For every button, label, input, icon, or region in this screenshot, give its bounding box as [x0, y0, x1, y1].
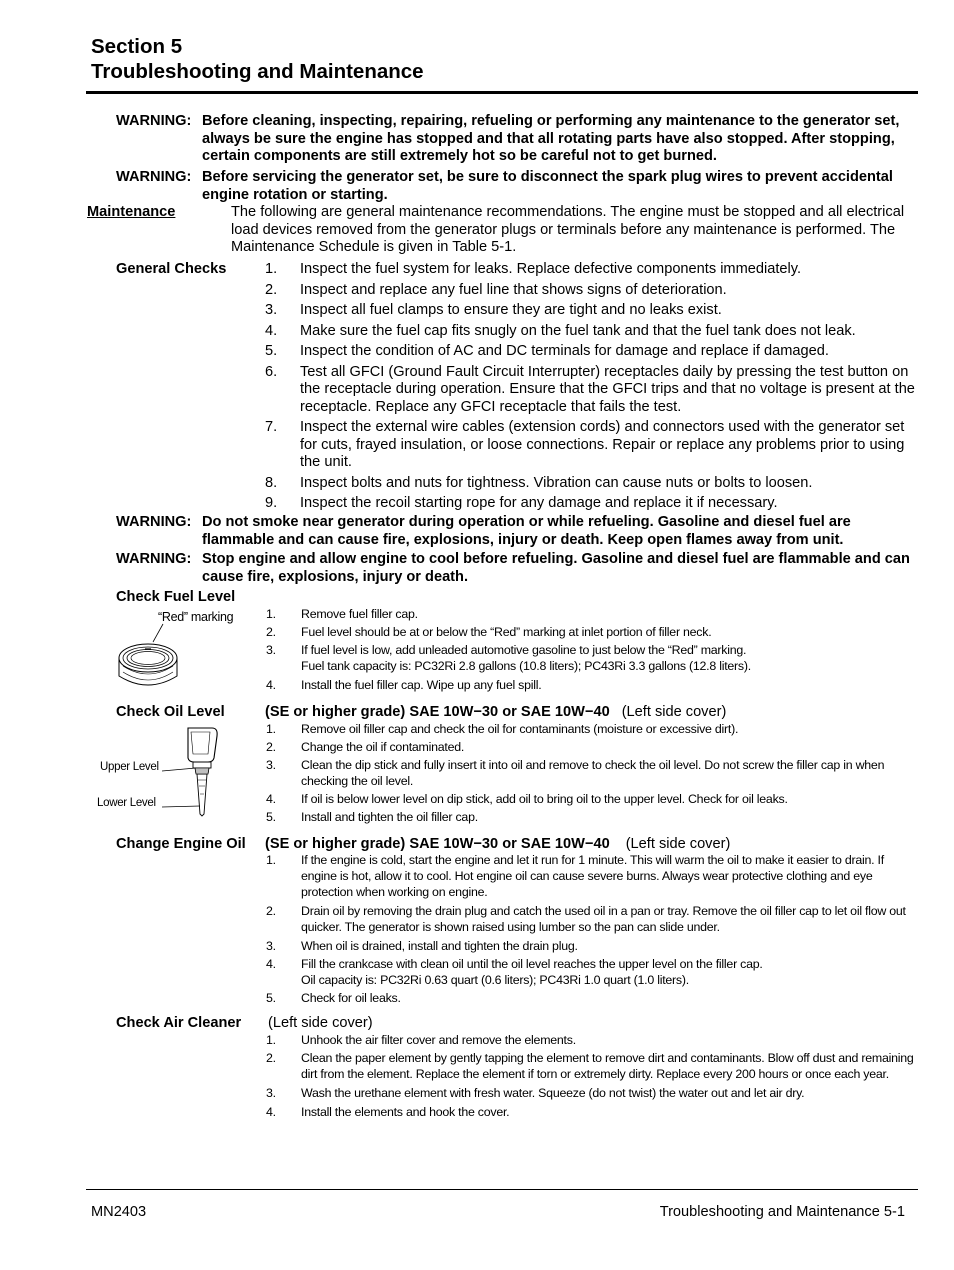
list-item	[266, 1032, 921, 1048]
item-text: Remove oil filler cap and check the oil for contaminants (moisture or excessive dirt).	[301, 722, 739, 736]
footer-divider	[86, 1189, 918, 1190]
item-text: If fuel level is low, add unleaded automotive gasoline to just below the “Red” marking.	[301, 643, 747, 657]
footer-page-number: Troubleshooting and Maintenance 5-1	[659, 1204, 905, 1220]
list-item	[266, 956, 921, 988]
item-number: 1.	[266, 607, 276, 621]
warning-stop-engine	[116, 113, 922, 166]
item-text: Test all GFCI (Ground Fault Circuit Interrupter) receptacles daily by pressing the test button on the receptacle during operation. Ensure that the GFCI trips and that no voltage is present at the receptacle. Replace any GFCI receptacle that fails the test.	[300, 363, 915, 415]
oil-level-steps-list	[266, 721, 921, 825]
item-text: Install and tighten the oil filler cap.	[301, 810, 478, 824]
list-item	[265, 475, 925, 493]
list-item	[266, 606, 921, 622]
air-cleaner-heading: Check Air Cleaner	[116, 1015, 242, 1031]
change-oil-grade-line	[265, 836, 730, 854]
list-item	[265, 302, 925, 320]
item-text: Fuel level should be at or below the “Red” marking at inlet portion of filler neck.	[301, 625, 712, 639]
oil-grade: (SE or higher grade) SAE 10W−30 or SAE 10W−40	[265, 704, 610, 720]
item-text: Drain oil by removing the drain plug and catch the used oil in a pan or tray. Remove the oil filler cap to let oil flow out quicker. The generator is shown raised using lumber so the pan can slide under.	[301, 904, 906, 934]
item-number: 4.	[266, 792, 276, 806]
item-text: Install the fuel filler cap. Wipe up any fuel spill.	[301, 678, 542, 692]
list-item	[265, 282, 925, 300]
oil-capacity-text: Oil capacity is: PC32Ri 0.63 quart (0.6 liters); PC43Ri 1.0 quart (1.0 liters).	[301, 973, 689, 987]
air-cleaner-steps-list	[266, 1032, 921, 1120]
warning-cool-engine	[116, 551, 922, 586]
warning-label: WARNING:	[116, 514, 192, 530]
item-number: 5.	[266, 810, 276, 824]
item-number: 4.	[266, 1105, 276, 1119]
air-cleaner-side-cover: (Left side cover)	[268, 1015, 373, 1031]
item-number: 3.	[265, 302, 278, 318]
item-text: Inspect all fuel clamps to ensure they are tight and no leaks exist.	[300, 302, 722, 318]
footer-document-number: MN2403	[91, 1204, 147, 1220]
fuel-steps-list	[266, 606, 921, 693]
dipstick-illustration	[160, 724, 224, 820]
list-item	[266, 677, 921, 693]
item-number: 1.	[265, 261, 278, 277]
item-text: Inspect the recoil starting rope for any damage and replace it if necessary.	[300, 495, 778, 511]
item-number: 1.	[266, 722, 276, 736]
list-item	[265, 495, 925, 513]
warning-text: Stop engine and allow engine to cool before refueling. Gasoline and diesel fuel are flammable and can cause fire, explosions, injury or death.	[202, 551, 910, 585]
oil-grade-line	[265, 704, 726, 722]
section-title: Troubleshooting and Maintenance	[91, 60, 424, 83]
item-number: 4.	[266, 957, 276, 971]
list-item	[265, 343, 925, 361]
list-item	[266, 791, 921, 807]
list-item	[266, 990, 921, 1006]
list-item	[266, 721, 921, 737]
warning-text: Before servicing the generator set, be sure to disconnect the spark plug wires to prevent accidental engine rotation or starting.	[202, 169, 893, 203]
item-text: Make sure the fuel cap fits snugly on the fuel tank and that the fuel tank does not leak.	[300, 322, 856, 339]
warning-label: WARNING:	[116, 113, 192, 129]
maintenance-heading: Maintenance	[87, 204, 176, 220]
list-item	[266, 757, 921, 789]
list-item	[265, 261, 925, 279]
general-checks-list	[265, 261, 925, 513]
item-number: 5.	[266, 991, 276, 1005]
item-number: 1.	[266, 1033, 276, 1047]
item-number: 3.	[266, 1086, 276, 1100]
item-text: Change the oil if contaminated.	[301, 740, 465, 754]
item-text: Inspect the condition of AC and DC terminals for damage and replace if damaged.	[300, 343, 829, 359]
warning-text: Before cleaning, inspecting, repairing, refueling or performing any maintenance to the generator set, always be sure the engine has stopped and that all rotating parts have also stopped. After stopping, certain components are still extremely hot so be careful not to get burned.	[202, 113, 900, 164]
warning-no-smoking	[116, 514, 922, 549]
change-oil-side-cover: (Left side cover)	[625, 836, 731, 852]
list-item	[265, 323, 925, 341]
item-number: 7.	[265, 419, 278, 435]
list-item	[266, 809, 921, 825]
warning-spark-plug	[116, 169, 922, 204]
item-number: 9.	[265, 495, 278, 511]
title-divider	[86, 91, 918, 94]
item-text: Remove fuel filler cap.	[301, 607, 418, 621]
list-item	[265, 364, 925, 417]
warning-label: WARNING:	[116, 551, 192, 567]
red-marking-label: “Red” marking	[158, 610, 234, 624]
fuel-filler-neck-illustration	[117, 612, 189, 694]
change-oil-heading: Change Engine Oil	[116, 836, 246, 852]
item-text: Install the elements and hook the cover.	[301, 1105, 510, 1119]
item-number: 2.	[266, 904, 276, 918]
list-item	[266, 938, 921, 954]
list-item	[265, 419, 925, 472]
warning-label: WARNING:	[116, 169, 192, 185]
item-text: Fill the crankcase with clean oil until the oil level reaches the upper level on the filler cap.	[301, 957, 763, 971]
item-text: If oil is below lower level on dip stick, add oil to bring oil to the upper level. Check for oil leaks.	[301, 792, 788, 806]
maintenance-intro: The following are general maintenance recommendations. The engine must be stopped and all electrical load devices removed from the generator plugs or terminals before any maintenance is performed. The Maintenance Schedule is given in Table 5-1.	[231, 204, 905, 255]
fuel-heading: Check Fuel Level	[116, 589, 236, 605]
item-number: 4.	[266, 678, 276, 692]
item-number: 6.	[265, 363, 278, 380]
item-number: 1.	[266, 853, 276, 867]
list-item	[266, 1085, 921, 1101]
item-text: Check for oil leaks.	[301, 991, 401, 1005]
item-number: 2.	[266, 740, 276, 754]
item-text: Wash the urethane element with fresh water. Squeeze (do not twist) the water out and let air dry.	[301, 1086, 805, 1100]
item-text: Clean the dip stick and fully insert it into oil and remove to check the oil level. Do not screw the filler cap in when checking the oil level.	[301, 758, 885, 788]
item-number: 2.	[265, 281, 278, 298]
item-number: 2.	[266, 625, 276, 639]
list-item	[266, 852, 921, 900]
item-number: 3.	[266, 758, 276, 772]
item-text: Inspect bolts and nuts for tightness. Vibration can cause nuts or bolts to loosen.	[300, 474, 813, 491]
list-item	[266, 642, 921, 674]
item-number: 8.	[265, 474, 278, 491]
fuel-capacity-text: Fuel tank capacity is: PC32Ri 2.8 gallons (10.8 liters); PC43Ri 3.3 gallons (12.8 liters).	[301, 659, 751, 673]
item-text: When oil is drained, install and tighten the drain plug.	[301, 939, 578, 953]
section-number: Section 5	[91, 35, 183, 58]
oil-side-cover: (Left side cover)	[621, 704, 727, 720]
item-text: If the engine is cold, start the engine and let it run for 1 minute. This will warm the oil to make it easier to drain. If engine is hot, allow it to cool. Hot engine oil can cause severe burns. Always wear protective clothing and eye protection when working on engine.	[301, 853, 884, 899]
page-title	[91, 34, 424, 84]
list-item	[266, 624, 921, 640]
item-number: 3.	[266, 643, 276, 657]
change-oil-steps-list	[266, 852, 921, 1006]
item-text: Inspect the fuel system for leaks. Replace defective components immediately.	[300, 261, 802, 277]
item-number: 5.	[265, 343, 278, 359]
item-text: Inspect the external wire cables (extension cords) and connectors used with the generator set for cuts, frayed insulation, or loose connections. Repair or replace any problems prior to using the unit.	[300, 419, 905, 470]
list-item	[266, 1104, 921, 1120]
item-text: Unhook the air filter cover and remove the elements.	[301, 1033, 576, 1047]
item-number: 4.	[265, 322, 278, 339]
list-item	[266, 903, 921, 935]
lower-level-label: Lower Level	[97, 797, 156, 809]
list-item	[266, 739, 921, 755]
oil-level-heading: Check Oil Level	[116, 704, 225, 720]
list-item	[266, 1050, 921, 1082]
warning-text: Do not smoke near generator during operation or while refueling. Gasoline and diesel fuel are flammable and can cause fire, explosions, injury or death. Keep open flames away from unit.	[202, 514, 851, 548]
item-text: Inspect and replace any fuel line that shows signs of deterioration.	[300, 281, 727, 298]
item-number: 3.	[266, 939, 276, 953]
general-checks-heading: General Checks	[116, 261, 227, 277]
upper-level-label: Upper Level	[100, 761, 159, 773]
item-text: Clean the paper element by gently tapping the element to remove dirt and contaminants. Blow off dust and remaining dirt from the element. Replace the element if torn or extremely dirty. Replace every 200 hours or once each year.	[301, 1051, 914, 1081]
item-number: 2.	[266, 1051, 276, 1065]
change-oil-grade: (SE or higher grade) SAE 10W−30 or SAE 10W−40	[265, 836, 610, 852]
